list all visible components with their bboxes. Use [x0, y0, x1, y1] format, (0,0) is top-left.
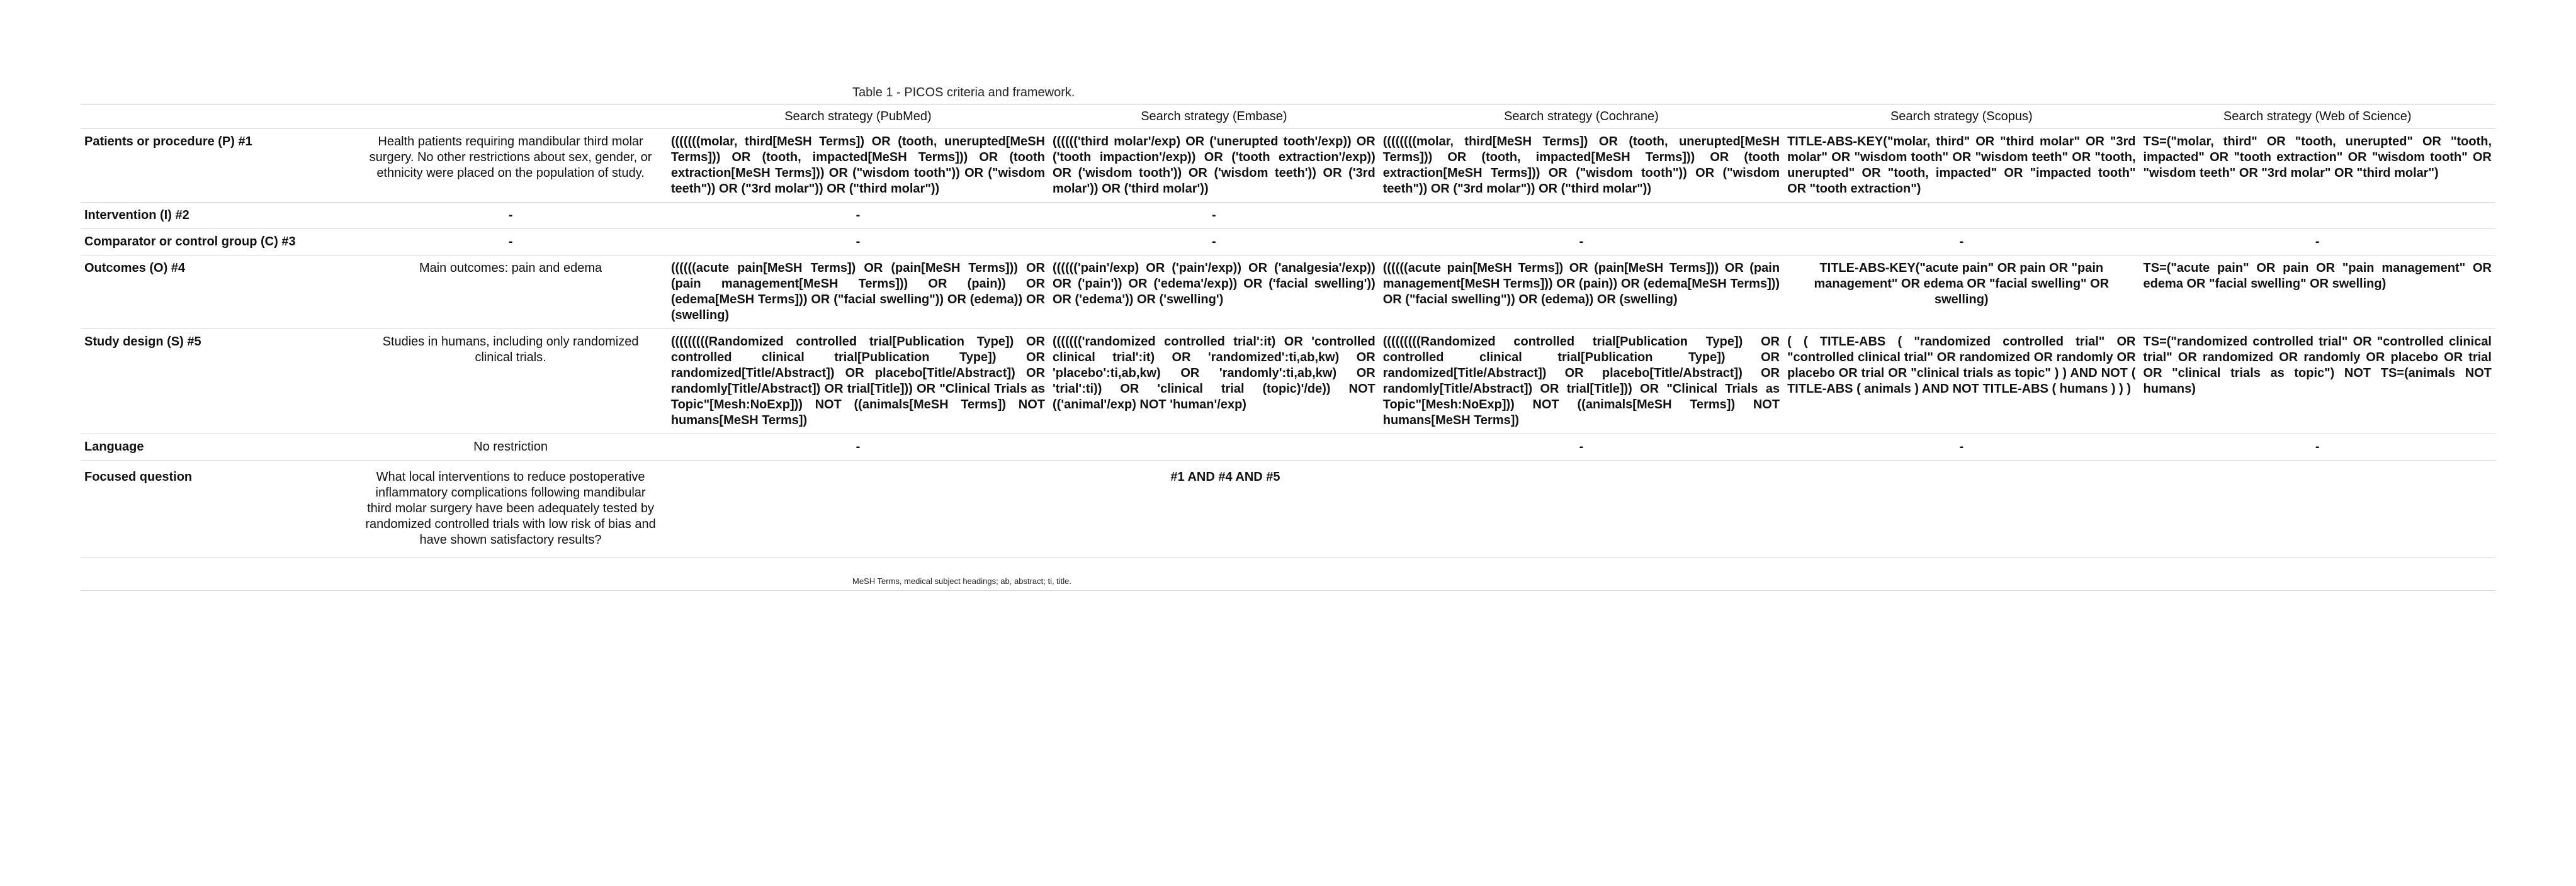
cochrane-strategy: -: [1379, 434, 1783, 461]
wos-strategy: [2140, 203, 2495, 229]
row-description: -: [354, 203, 667, 229]
wos-strategy: TS=("randomized controlled trial" OR "controlled clinical trial" OR randomized OR randomly OR placebo OR trial OR "clinical trials as topic") NOT TS=(animals NOT humans): [2140, 329, 2495, 434]
row-description: No restriction: [354, 434, 667, 461]
scopus-strategy: [1783, 203, 2139, 229]
empty-cell: [2140, 461, 2495, 558]
wos-strategy: -: [2140, 229, 2495, 255]
embase-strategy: -: [1049, 229, 1379, 255]
pubmed-strategy: ((((((acute pain[MeSH Terms]) OR (pain[MeSH Terms])) OR (pain management[MeSH Terms])) OR (pain)) OR (edema[MeSH Terms])) OR ("facial swelling")) OR (edema)) OR (swelling): [667, 255, 1049, 329]
wos-strategy: -: [2140, 434, 2495, 461]
pubmed-strategy: -: [667, 229, 1049, 255]
pubmed-strategy: -: [667, 434, 1049, 461]
scopus-strategy: TITLE-ABS-KEY("molar, third" OR "third molar" OR "3rd molar" OR "wisdom tooth" OR "wisdom teeth" OR "tooth, unerupted" OR "tooth, impacted" OR "impacted tooth" OR "tooth extraction"): [1783, 129, 2139, 203]
row-label: Intervention (I) #2: [81, 203, 354, 229]
scopus-strategy: ( ( TITLE-ABS ( "randomized controlled trial" OR "controlled clinical trial" OR randomized OR randomly OR placebo OR trial OR "clinical trials as topic" ) ) AND NOT ( TITLE-ABS ( animals ) AND NOT TITLE-ABS ( humans ) ) ): [1783, 329, 2139, 434]
table-row: [81, 329, 2495, 434]
embase-strategy: (((((('pain'/exp) OR ('pain'/exp)) OR ('analgesia'/exp)) OR ('pain')) OR ('edema'/exp)) OR ('facial swelling')) OR ('edema')) OR ('swelling'): [1049, 255, 1379, 329]
row-label: Focused question: [81, 461, 354, 558]
scopus-strategy: -: [1783, 229, 2139, 255]
table-row: [81, 255, 2495, 329]
header-scopus: Search strategy (Scopus): [1783, 105, 2139, 129]
empty-cell: [1783, 461, 2139, 558]
wos-strategy: TS=("acute pain" OR pain OR "pain management" OR edema OR "facial swelling" OR swelling): [2140, 255, 2495, 329]
focused-question-text: What local interventions to reduce postoperative inflammatory complications following mandibular third molar surgery have been adequately tested by randomized controlled trials with low risk of bias and have shown satisfactory results?: [354, 461, 667, 558]
row-description: Main outcomes: pain and edema: [354, 255, 667, 329]
cochrane-strategy: [1379, 203, 1783, 229]
search-combination: #1 AND #4 AND #5: [667, 461, 1783, 558]
embase-strategy: (((((('third molar'/exp) OR ('unerupted tooth'/exp)) OR ('tooth impaction'/exp)) OR ('tooth extraction'/exp)) OR ('wisdom tooth')) OR ('wisdom teeth')) OR ('3rd molar')) OR ('third molar')): [1049, 129, 1379, 203]
picos-table: [81, 104, 2495, 558]
header-web-of-science: Search strategy (Web of Science): [2140, 105, 2495, 129]
wos-strategy: TS=("molar, third" OR "tooth, unerupted" OR "tooth, impacted" OR "tooth extraction" OR "wisdom tooth" OR "wisdom teeth" OR "3rd molar" OR "third molar"): [2140, 129, 2495, 203]
pubmed-strategy: -: [667, 203, 1049, 229]
scopus-strategy: -: [1783, 434, 2139, 461]
table-footnote: MeSH Terms, medical subject headings; ab, abstract; ti, title.: [852, 576, 1072, 586]
header-cell-label: [81, 105, 354, 129]
row-label: Outcomes (O) #4: [81, 255, 354, 329]
cochrane-strategy: -: [1379, 229, 1783, 255]
cochrane-strategy: ((((((acute pain[MeSH Terms]) OR (pain[MeSH Terms])) OR (pain management[MeSH Terms])) OR (pain)) OR (edema[MeSH Terms])) OR ("facial swelling")) OR (edema)) OR (swelling): [1379, 255, 1783, 329]
header-pubmed: Search strategy (PubMed): [667, 105, 1049, 129]
row-description: -: [354, 229, 667, 255]
header-cochrane: Search strategy (Cochrane): [1379, 105, 1783, 129]
header-cell-description: [354, 105, 667, 129]
row-label: Comparator or control group (C) #3: [81, 229, 354, 255]
embase-strategy: ((((((('randomized controlled trial':it) OR 'controlled clinical trial':it) OR 'randomized':ti,ab,kw) OR 'placebo':ti,ab,kw) OR 'randomly':ti,ab,kw) OR 'trial':ti)) OR 'clinical trial (topic)'/de)) NOT (('animal'/exp) NOT 'human'/exp): [1049, 329, 1379, 434]
header-embase: Search strategy (Embase): [1049, 105, 1379, 129]
header-row: [81, 105, 2495, 129]
embase-strategy: -: [1049, 203, 1379, 229]
table-row: [81, 229, 2495, 255]
row-description: Health patients requiring mandibular third molar surgery. No other restrictions about sex, gender, or ethnicity were placed on the population of study.: [354, 129, 667, 203]
table-caption: Table 1 - PICOS criteria and framework.: [852, 86, 1075, 99]
pubmed-strategy: (((((((((Randomized controlled trial[Publication Type]) OR controlled clinical trial[Publication Type]) OR randomized[Title/Abstract]) OR placebo[Title/Abstract]) OR randomly[Title/Abstract]) OR trial[Title])) OR "Clinical Trials as Topic"[Mesh:NoExp])) NOT ((animals[MeSH Terms]) NOT humans[MeSH Terms]): [667, 329, 1049, 434]
row-label: Language: [81, 434, 354, 461]
scopus-strategy: TITLE-ABS-KEY("acute pain" OR pain OR "pain management" OR edema OR "facial swelling" OR swelling): [1783, 255, 2139, 329]
row-label: Study design (S) #5: [81, 329, 354, 434]
table-row: [81, 203, 2495, 229]
row-description: Studies in humans, including only randomized clinical trials.: [354, 329, 667, 434]
cochrane-strategy: ((((((((molar, third[MeSH Terms]) OR (tooth, unerupted[MeSH Terms])) OR (tooth, impacted[MeSH Terms])) OR (tooth extraction[MeSH Terms])) OR ("wisdom tooth")) OR ("wisdom teeth")) OR ("3rd molar")) OR ("third molar")): [1379, 129, 1783, 203]
row-label: Patients or procedure (P) #1: [81, 129, 354, 203]
pubmed-strategy: (((((((molar, third[MeSH Terms]) OR (tooth, unerupted[MeSH Terms])) OR (tooth, impacted[MeSH Terms])) OR (tooth extraction[MeSH Terms])) OR ("wisdom tooth")) OR ("wisdom teeth")) OR ("3rd molar")) OR ("third molar")): [667, 129, 1049, 203]
table-row: [81, 434, 2495, 461]
embase-strategy: [1049, 434, 1379, 461]
table-bottom-rule: [81, 590, 2495, 591]
table-row: [81, 129, 2495, 203]
cochrane-strategy: (((((((((Randomized controlled trial[Publication Type]) OR controlled clinical trial[Publication Type]) OR randomized[Title/Abstract]) OR placebo[Title/Abstract]) OR randomly[Title/Abstract]) OR trial[Title])) OR "Clinical Trials as Topic"[Mesh:NoExp])) NOT ((animals[MeSH Terms]) NOT humans[MeSH Terms]): [1379, 329, 1783, 434]
focused-question-row: [81, 461, 2495, 558]
